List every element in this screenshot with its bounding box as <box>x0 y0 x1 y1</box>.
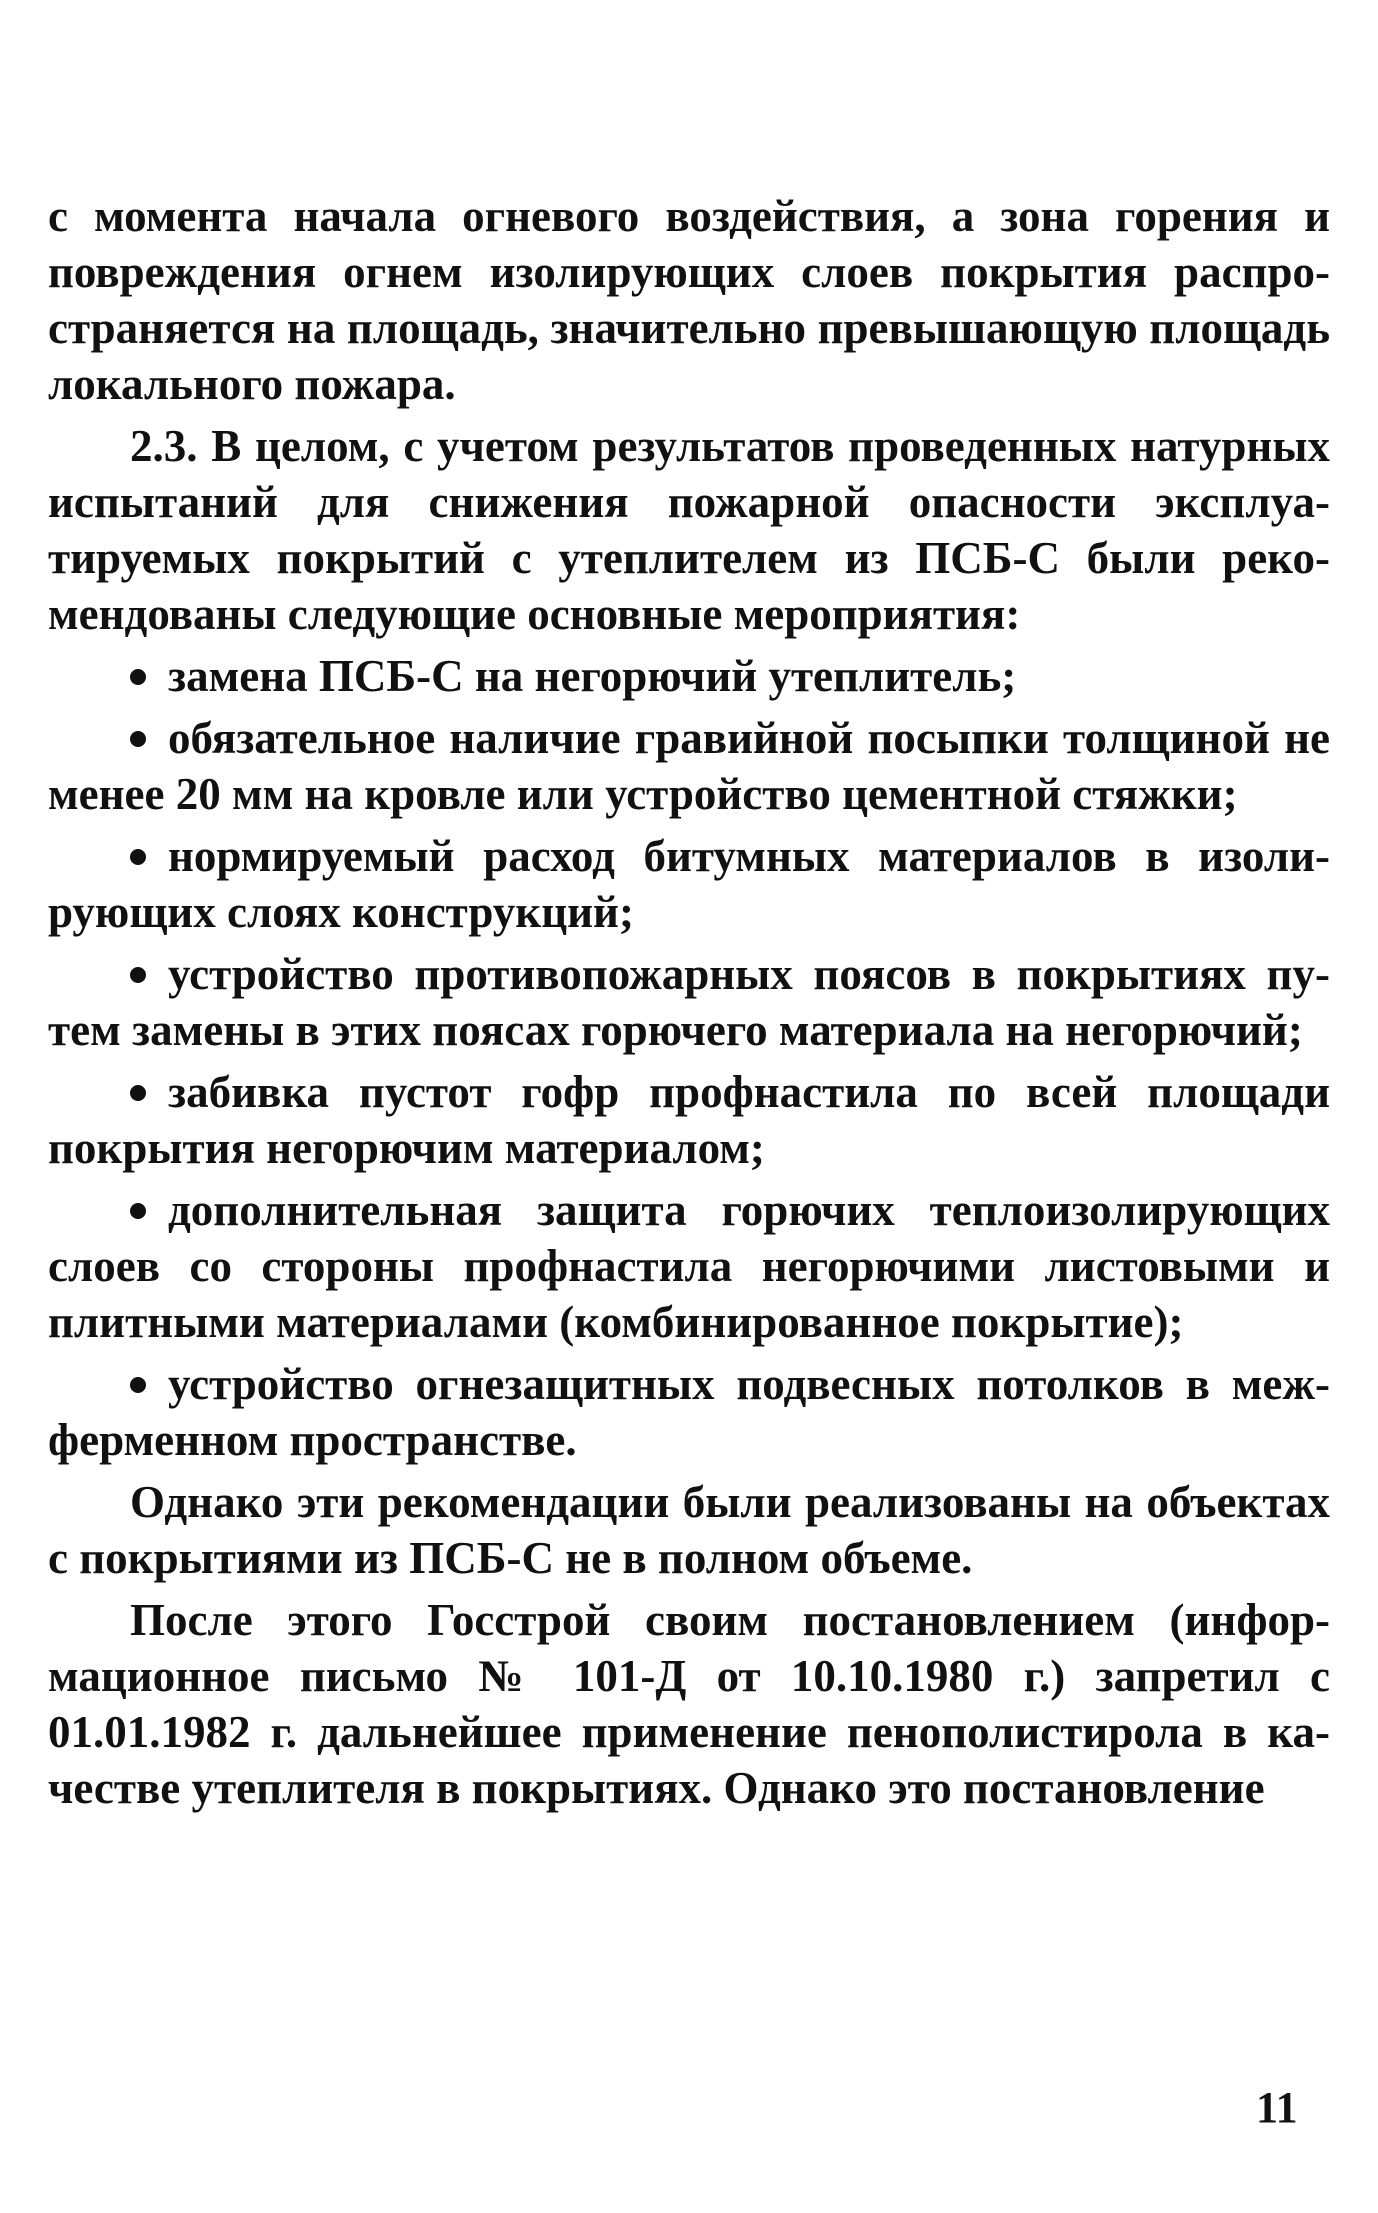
bullet-text: обязательное наличие гравийной посыпки толщиной не менее 20 мм на кровле или устройство цементной стяжки; <box>48 713 1330 819</box>
bullet-icon <box>130 849 146 865</box>
bullet-text: нормируемый расход битумных материалов в изолирующих слоях конструкций; <box>48 831 1330 937</box>
bullet-icon <box>130 1085 146 1101</box>
bullet-text: устройство огнезащитных подвесных потолков в межферменном пространстве. <box>48 1359 1330 1465</box>
bullet-item <box>48 1356 1330 1468</box>
bullet-item <box>48 648 1330 704</box>
paragraph-closing-2: После этого Госстрой своим постановлением (информационное письмо № 101-Д от 10.10.1980 г.) запретил с 01.01.1982 г. дальнейшее применение пенополистирола в качестве утеплителя в покрытиях. Однако это постановление <box>48 1595 1330 1813</box>
bullet-text: устройство противопожарных поясов в покрытиях путем замены в этих поясах горючего материала на негорючий; <box>48 949 1330 1055</box>
bullet-text: дополнительная защита горючих теплоизолирующих слоев со стороны профнастила негорючими листовыми и плитными материалами (комбинированное покрытие); <box>48 1185 1330 1347</box>
document-page <box>48 188 1330 1822</box>
bullet-item <box>48 1182 1330 1350</box>
bullet-icon <box>130 731 146 747</box>
bullet-item <box>48 828 1330 940</box>
bullet-icon <box>130 1377 146 1393</box>
paragraph-closing-1: Однако эти рекомендации были реализованы на объектах с покрытиями из ПСБ-С не в полном объеме. <box>48 1477 1330 1583</box>
bullet-text: замена ПСБ-С на негорючий утеплитель; <box>168 651 1017 701</box>
bullet-item <box>48 946 1330 1058</box>
bullet-icon <box>130 967 146 983</box>
bullet-icon <box>130 1203 146 1219</box>
bullet-text: забивка пустот гофр профнастила по всей площади покрытия негорючим материалом; <box>48 1067 1330 1173</box>
paragraph-2-3: 2.3. В целом, с учетом результатов проведенных натурных испытаний для снижения пожарной опасности эксплуатируемых покрытий с утеплителем из ПСБ-С были рекомендованы следующие основные мероприятия: <box>48 421 1330 639</box>
bullet-item <box>48 710 1330 822</box>
page-number: 11 <box>1256 2083 1298 2132</box>
paragraph-continuation: с момента начала огневого воздействия, а зона горения и повреждения огнем изолирующих слоев покрытия распространяется на площадь, значительно превышающую площадь локального пожара. <box>48 191 1330 409</box>
bullet-item <box>48 1064 1330 1176</box>
bullet-icon <box>130 669 146 685</box>
